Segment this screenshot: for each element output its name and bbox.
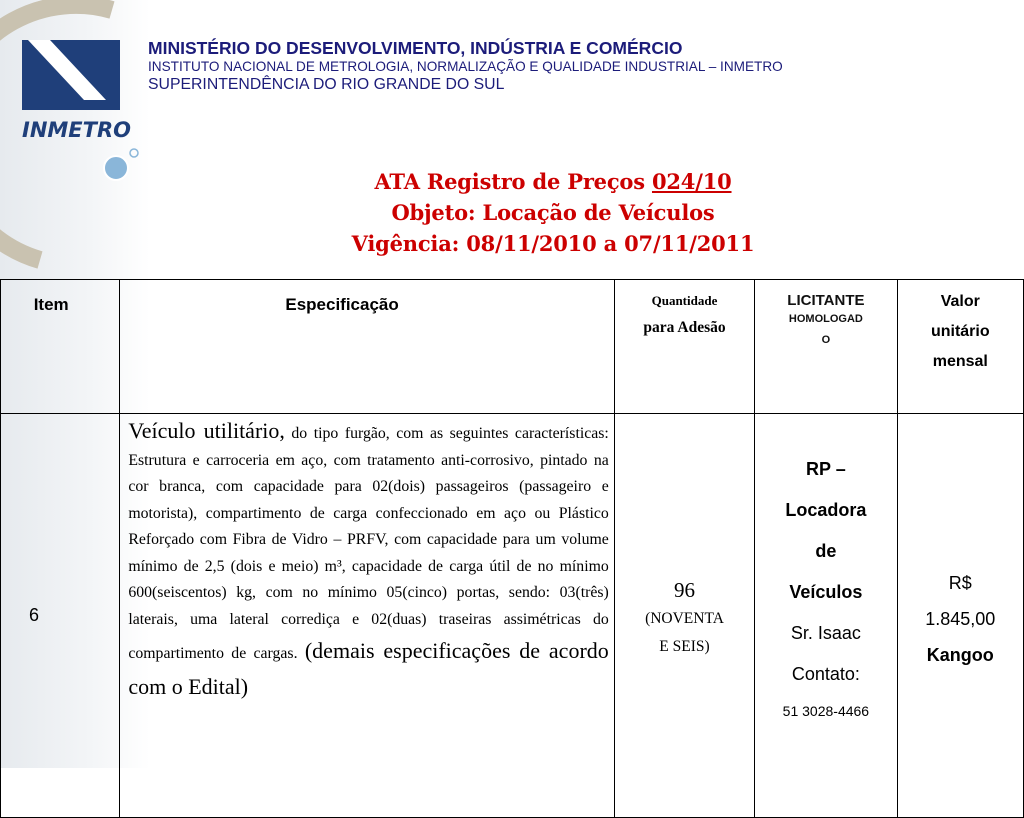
header-quantity xyxy=(614,280,754,414)
table-row xyxy=(1,414,1024,818)
header-licitante-line2: HOMOLOGAD xyxy=(788,313,863,325)
spec-lead: Veículo utilitário, xyxy=(128,418,285,443)
quantity-words-2: E SEIS) xyxy=(659,637,710,655)
row-quantity xyxy=(614,414,754,818)
document-title xyxy=(0,166,1024,259)
licitante-line2: Locadora xyxy=(785,500,867,520)
value-amount: 1.845,00 xyxy=(925,608,996,629)
row-value xyxy=(897,414,1023,818)
header-spec: Especificação xyxy=(120,280,614,414)
header-licitante-line3: O xyxy=(821,334,831,346)
price-table xyxy=(0,279,1024,818)
header-quantity-line2: para Adesão xyxy=(643,319,726,336)
licitante-line4: Veículos xyxy=(789,582,863,602)
licitante-line1: RP – xyxy=(806,459,846,479)
licitante-phone: 51 3028-4466 xyxy=(782,703,870,719)
header-item: Item xyxy=(1,280,120,414)
header-value-line1: Valor xyxy=(940,293,980,310)
title-number: 024/10 xyxy=(651,169,732,194)
header-value-line3: mensal xyxy=(932,353,988,370)
logo-bubble-small xyxy=(130,149,138,157)
institute-name: INSTITUTO NACIONAL DE METROLOGIA, NORMALIZAÇÃO E QUALIDADE INDUSTRIAL – INMETRO xyxy=(148,59,783,74)
superintendence-name: SUPERINTENDÊNCIA DO RIO GRANDE DO SUL xyxy=(148,76,505,93)
quantity-words-1: (NOVENTA xyxy=(645,609,724,627)
header-licitante xyxy=(755,280,897,414)
quantity-number: 96 xyxy=(673,577,695,602)
header-quantity-line1: Quantidade xyxy=(651,293,718,308)
licitante-contact-name: Sr. Isaac xyxy=(790,623,861,643)
row-specification xyxy=(120,414,614,818)
table-header-row xyxy=(1,280,1024,414)
row-item-number: 6 xyxy=(1,414,120,818)
ministry-name: MINISTÉRIO DO DESENVOLVIMENTO, INDÚSTRIA E COMÉRCIO xyxy=(148,38,683,58)
header xyxy=(148,38,783,95)
header-value xyxy=(897,280,1023,414)
logo-wordmark: INMETRO xyxy=(22,118,131,142)
spec-tail: (demais especificações de acordo com o Edital) xyxy=(128,638,609,699)
licitante-contact-label: Contato: xyxy=(791,664,860,684)
title-line-1 xyxy=(0,166,1024,197)
header-licitante-line1: LICITANTE xyxy=(787,292,865,309)
row-licitante xyxy=(755,414,897,818)
title-object: Objeto: Locação de Veículos xyxy=(391,200,715,225)
value-currency: R$ xyxy=(948,572,972,593)
licitante-line3: de xyxy=(815,541,837,561)
header-value-line2: unitário xyxy=(930,323,990,340)
title-validity: Vigência: 08/11/2010 a 07/11/2011 xyxy=(351,231,755,256)
spec-body: do tipo furgão, com as seguintes características: Estrutura e carroceria em aço, com tratamento anti-corrosivo, pintado na cor branca, com capacidade para 02(dois) passageiros (passageiro e motorista), compartimento de carga confeccionado em aço ou Plástico Reforçado com Fibra de Vidro – PRFV, com capacidade para um volume mínimo de 2,5 (dois e meio) m³, capacidade de carga útil de no mínimo 600(seiscentos) kg, com no mínimo 05(cinco) portas, sendo: 03(três) laterais, uma lateral corrediça e 02(duas) traseiras assimétricas do compartimento de cargas. xyxy=(128,425,609,662)
value-model: Kangoo xyxy=(926,644,994,665)
title-prefix: ATA Registro de Preços xyxy=(374,169,652,194)
